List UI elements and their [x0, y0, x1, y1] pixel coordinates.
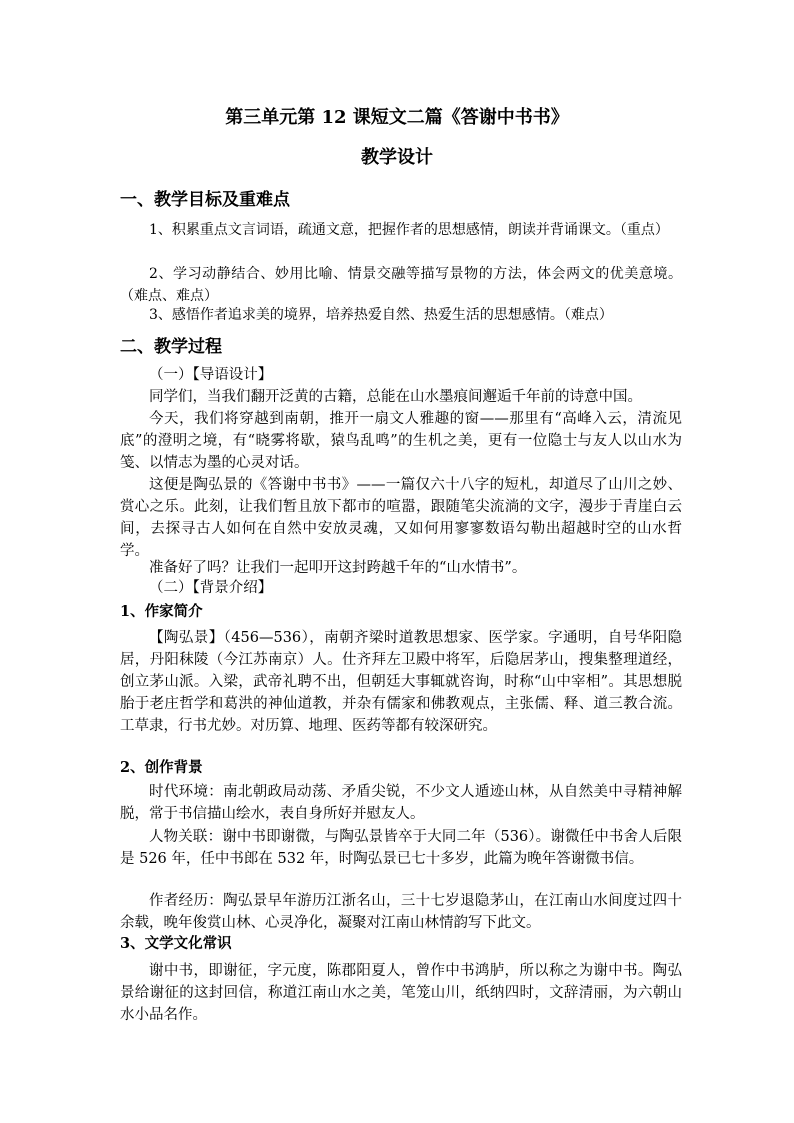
background-paragraph-2: 人物关联：谢中书即谢微，与陶弘景皆卒于大同二年（536）。谢微任中书舍人后限是 526 年，任中书郎在 532 年，时陶弘景已七十多岁，此篇为晚年答谢微书信。: [120, 829, 682, 867]
intro-paragraph-2: 今天，我们将穿越到南朝，推开一扇文人雅趣的窗——那里有“高峰入云，清流见底”的澄明之境，有“晓雾将歇，猿鸟乱鸣”的生机之美，更有一位隐士与友人以山水为笺、以情志为墨的心灵对话。: [120, 411, 682, 471]
author-paragraph: 【陶弘景】（456—536），南朝齐梁时道教思想家、医学家。字通明，自号华阳隐居，丹阳秣陵（今江苏南京）人。仕齐拜左卫殿中将军，后隐居茅山，搜集整理道经，创立茅山派。入梁，武帝礼聘不出，但朝廷大事辄就咨询，时称“山中宰相”。其思想脱胎于老庄哲学和葛洪的神仙道教，并杂有儒家和佛教观点，主张儒、释、道三教合流。工草隶，行书尤妙。对历算、地理、医药等都有较深研究。: [120, 630, 682, 734]
subheading-author: 1、作家简介: [120, 603, 203, 620]
goal-item-2: 2、学习动静结合、妙用比喻、情景交融等描写景物的方法，体会两文的优美意境。（难点、难点）: [120, 266, 682, 304]
subheading-culture: 3、文学文化常识: [120, 935, 232, 952]
intro-paragraph-3: 这便是陶弘景的《答谢中书书》——一篇仅六十八字的短札，却道尽了山川之妙、赏心之乐。此刻，让我们暂且放下都市的喧嚣，跟随笔尖流淌的文字，漫步于青崖白云间，去探寻古人如何在自然中安放灵魂，又如何用寥寥数语勾勒出超越时空的山水哲学。: [120, 477, 682, 559]
intro-paragraph-4: 准备好了吗？让我们一起叩开这封跨越千年的“山水情书”。: [149, 560, 527, 576]
goal-item-1: 1、积累重点文言词语，疏通文意，把握作者的思想感情，朗读并背诵课文。（重点）: [149, 222, 669, 238]
goal-item-3: 3、感悟作者追求美的境界，培养热爱自然、热爱生活的思想感情。（难点）: [149, 307, 613, 323]
part-label-intro: （一）【导语设计】: [149, 367, 273, 383]
section-heading-goals: 一、教学目标及重难点: [120, 190, 290, 210]
intro-paragraph-1: 同学们，当我们翻开泛黄的古籍，总能在山水墨痕间邂逅千年前的诗意中国。: [149, 389, 642, 405]
part-label-background: （二）【背景介绍】: [149, 580, 273, 596]
section-heading-process: 二、教学过程: [120, 337, 222, 357]
background-paragraph-3: 作者经历：陶弘景早年游历江浙名山，三十七岁退隐茅山，在江南山水间度过四十余载，晚年俊赏山林、心灵净化，凝聚对江南山林情韵写下此文。: [120, 893, 682, 931]
background-paragraph-1: 时代环境：南北朝政局动荡、矛盾尖锐，不少文人遁迹山林，从自然美中寻精神解脱，常于书信描山绘水，表自身所好并慰友人。: [120, 784, 682, 822]
subheading-background: 2、创作背景: [120, 759, 203, 776]
document-subtitle: 教学设计: [361, 147, 433, 168]
document-title: 第三单元第 12 课短文二篇《答谢中书书》: [225, 107, 569, 128]
culture-paragraph: 谢中书，即谢征，字元度，陈郡阳夏人，曾作中书鸿胪，所以称之为谢中书。陶弘景给谢征的这封回信，称道江南山水之美，笔笼山川，纸纳四时，文辞清丽，为六朝山水小品名作。: [120, 963, 682, 1023]
